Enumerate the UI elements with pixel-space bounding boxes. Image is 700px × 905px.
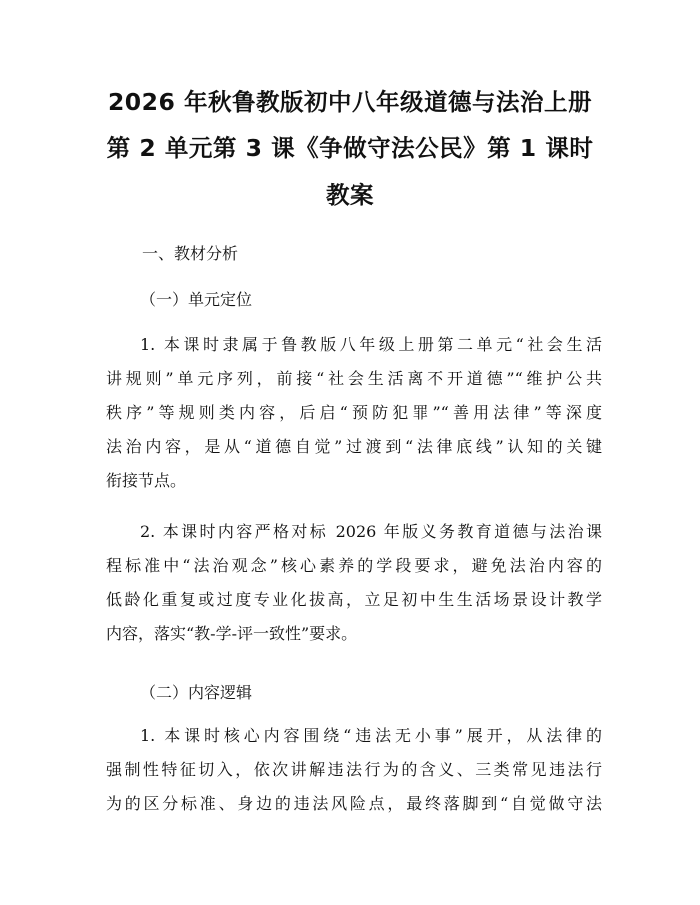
document-title-line-3: 教案 — [326, 181, 374, 209]
subsection-heading-unit-position: （一）单元定位 — [140, 290, 253, 309]
paragraph-line: 2. 本课时内容严格对标 2026 年版义务教育道德与法治课 — [140, 522, 602, 541]
paragraph-content-logic-1 — [106, 719, 602, 821]
paragraph-line: 秩序”等规则类内容，后启“预防犯罪”“善用法律”等深度 — [106, 403, 602, 422]
document-title-line-2: 第 2 单元第 3 课《争做守法公民》第 1 课时 — [106, 134, 594, 162]
paragraph-line: 法治内容，是从“道德自觉”过渡到“法律底线”认知的关键 — [106, 437, 602, 456]
subsection-heading-content-logic: （二）内容逻辑 — [140, 683, 253, 702]
paragraph-line: 衔接节点。 — [106, 471, 187, 490]
paragraph-line: 1. 本课时核心内容围绕“违法无小事”展开，从法律的 — [140, 726, 602, 745]
paragraph-line: 内容，落实“教-学-评一致性”要求。 — [106, 624, 358, 643]
paragraph-line: 强制性特征切入，依次讲解违法行为的含义、三类常见违法行 — [106, 760, 602, 779]
paragraph-line: 1. 本课时隶属于鲁教版八年级上册第二单元“社会生活 — [140, 335, 602, 354]
paragraph-line: 讲规则”单元序列，前接“社会生活离不开道德”“维护公共 — [106, 369, 602, 388]
section-heading-textbook-analysis: 一、教材分析 — [142, 244, 239, 263]
paragraph-unit-position-2 — [106, 515, 602, 651]
paragraph-unit-position-1 — [106, 328, 602, 498]
document-title-line-1: 2026 年秋鲁教版初中八年级道德与法治上册 — [107, 88, 593, 116]
paragraph-line: 程标准中“法治观念”核心素养的学段要求，避免法治内容的 — [106, 556, 602, 575]
paragraph-line: 为的区分标准、身边的违法风险点，最终落脚到“自觉做守法 — [106, 794, 602, 813]
paragraph-line: 低龄化重复或过度专业化拔高，立足初中生生活场景设计教学 — [106, 590, 602, 609]
